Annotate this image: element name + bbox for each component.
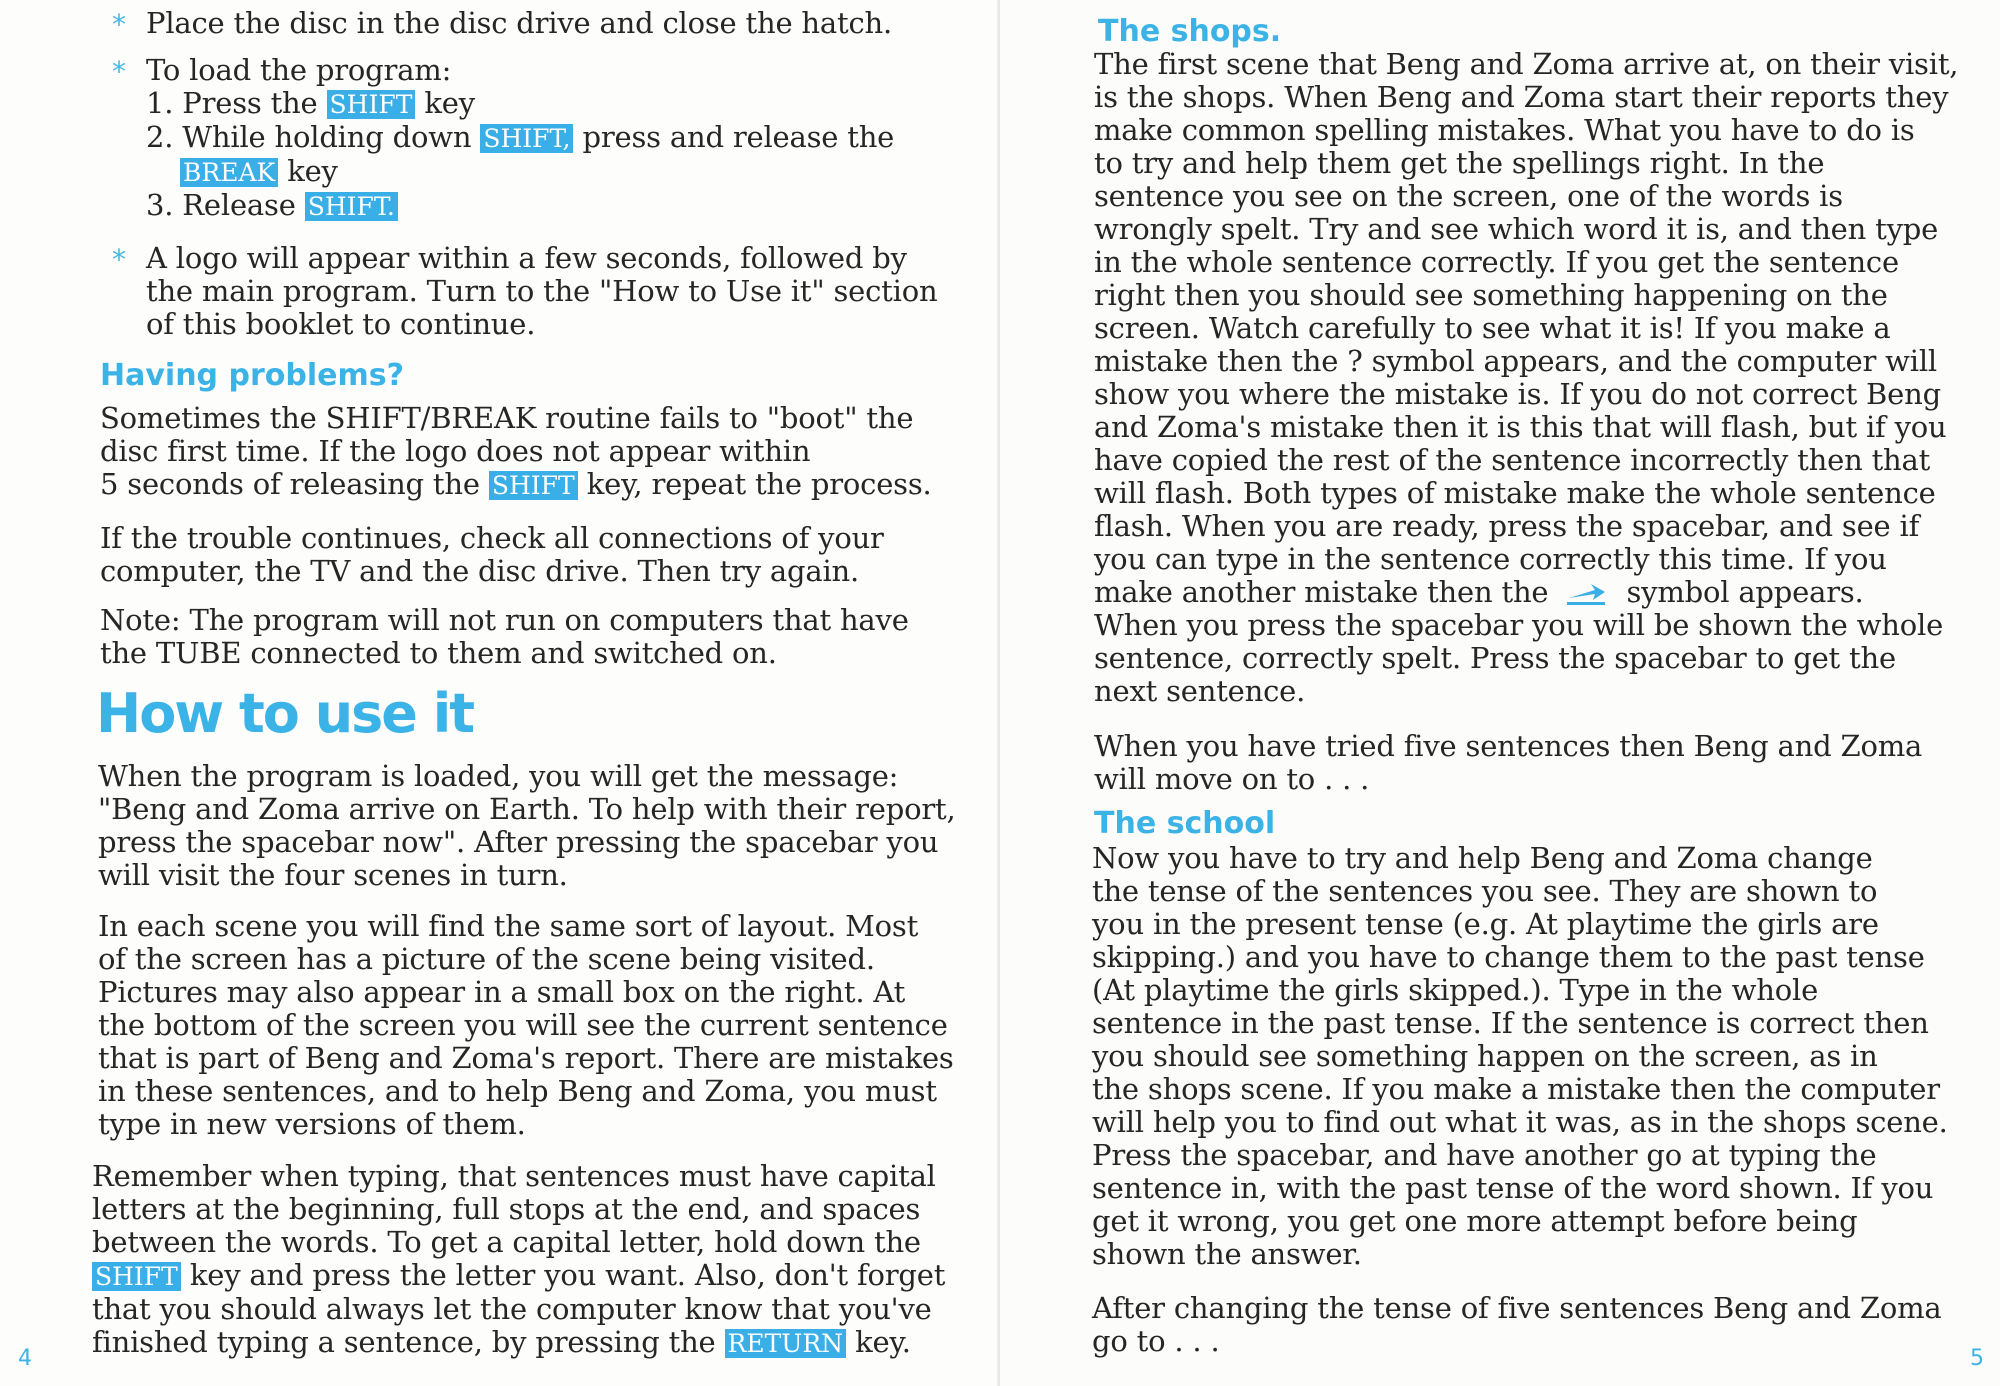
problems-note: Note: The program will not run on computers that have the TUBE connected to them and switched on. <box>100 603 909 670</box>
how-paragraph-2: In each scene you will find the same sort of layout. Most of the screen has a picture of the scene being visited. Pictures may also appear in a small box on the right. At the bottom of the screen you will see the current sentence that is part of Beng and Zoma's report. There are mistakes in these sentences, and to help Beng and Zoma, you must type in new versions of them. <box>98 909 954 1141</box>
text-line: shown the answer. <box>1092 1237 1362 1271</box>
school-heading: The school <box>1094 806 1276 841</box>
text-line: sentence in the past tense. If the sentence is correct then <box>1092 1006 1929 1040</box>
text-line: (At playtime the girls skipped.). Type in the whole <box>1092 973 1819 1007</box>
text-line: get it wrong, you get one more attempt before being <box>1092 1204 1858 1238</box>
bullet-insert-disc: Place the disc in the disc drive and close the hatch. <box>146 6 892 40</box>
right-page <box>1000 0 2000 1386</box>
text-line: will move on to . . . <box>1094 762 1370 796</box>
shops-paragraph-end <box>1094 609 1958 708</box>
text-line: flash. When you are ready, press the spacebar, and see if <box>1094 509 1920 543</box>
text-line: mistake then the ? symbol appears, and the computer will <box>1094 344 1937 378</box>
shops-paragraph-2 <box>1094 730 1922 796</box>
school-paragraph-1 <box>1092 842 1948 1271</box>
text-line: to try and help them get the spellings right. In the <box>1094 146 1825 180</box>
having-problems-heading: Having problems? <box>100 358 404 393</box>
text-line: is the shops. When Beng and Zoma start their reports they <box>1094 80 1949 114</box>
text-line: When you have tried five sentences then Beng and Zoma <box>1094 729 1923 763</box>
text-line: the tense of the sentences you see. They are shown to <box>1092 874 1878 908</box>
text-line: the shops scene. If you make a mistake then the computer <box>1092 1072 1940 1106</box>
shops-paragraph-lines <box>1094 48 1958 576</box>
break-key-label: BREAK <box>180 158 278 187</box>
asterisk-icon: * <box>112 243 126 276</box>
shift-key-label: SHIFT <box>327 90 416 119</box>
how-to-use-heading: How to use it <box>96 682 474 745</box>
text-line: Now you have to try and help Beng and Zoma change <box>1092 841 1873 875</box>
how-paragraph-1: When the program is loaded, you will get the message: "Beng and Zoma arrive on Earth. To help with their report, press the spacebar now". After pressing the spacebar you will visit the four scenes in turn. <box>98 759 956 892</box>
text-line: show you where the mistake is. If you do not correct Beng <box>1094 377 1941 411</box>
text-line: When you press the spacebar you will be shown the whole <box>1094 608 1944 642</box>
text-line: screen. Watch carefully to see what it is! If you make a <box>1094 311 1891 345</box>
shift-key-label: SHIFT. <box>305 192 398 221</box>
text-line: right then you should see something happening on the <box>1094 278 1888 312</box>
text-line: will flash. Both types of mistake make the whole sentence <box>1094 476 1936 510</box>
text-line: wrongly spelt. Try and see which word it is, and then type <box>1094 212 1939 246</box>
step-3: 3. Release SHIFT. <box>146 189 894 223</box>
text-line: will help you to find out what it was, as in the shops scene. <box>1092 1105 1948 1139</box>
step-2-cont: BREAK key <box>146 155 894 189</box>
shift-key-label: SHIFT <box>489 471 578 500</box>
text-line: skipping.) and you have to change them to the past tense <box>1092 940 1925 974</box>
shops-paragraph-1 <box>1094 48 1958 708</box>
text-line: sentence in, with the past tense of the word shown. If you <box>1092 1171 1934 1205</box>
text-line: After changing the tense of five sentences Beng and Zoma <box>1092 1291 1942 1325</box>
text-line: sentence, correctly spelt. Press the spacebar to get the <box>1094 641 1896 675</box>
problems-paragraph-1: Sometimes the SHIFT/BREAK routine fails to "boot" the disc first time. If the logo does not appear within 5 seconds of releasing the SHIFT key, repeat the process. <box>100 401 932 501</box>
page-number-right: 5 <box>1970 1346 1984 1371</box>
bullet-load-program: To load the program: 1. Press the SHIFT key 2. While holding down SHIFT, press and release the BREAK key 3. Release SHIFT. <box>146 53 895 222</box>
problems-paragraph-2: If the trouble continues, check all connections of your computer, the TV and the disc drive. Then try again. <box>100 521 884 588</box>
school-paragraph-2 <box>1092 1292 1942 1358</box>
page-number-left: 4 <box>18 1346 32 1371</box>
text-line: make common spelling mistakes. What you have to do is <box>1094 113 1915 147</box>
shift-key-label: SHIFT <box>92 1262 181 1291</box>
step-2: 2. While holding down SHIFT, press and release the <box>146 120 895 154</box>
text-line: you in the present tense (e.g. At playtime the girls are <box>1092 907 1879 941</box>
asterisk-icon: * <box>112 8 126 41</box>
step-1: 1. Press the SHIFT key <box>146 86 475 120</box>
text-line: you should see something happen on the screen, as in <box>1092 1039 1878 1073</box>
arrow-symbol-icon <box>1565 580 1609 608</box>
text-line: and Zoma's mistake then it is this that will flash, but if you <box>1094 410 1947 444</box>
text-line: have copied the rest of the sentence incorrectly then that <box>1094 443 1931 477</box>
how-paragraph-3: Remember when typing, that sentences must have capital letters at the beginning, full stops at the end, and spaces between the words. To get a capital letter, hold down the SHIFT key and press the letter you want. Also, don't forget that you should always let the computer know that you've finished typing a sentence, by pressing the RETURN key. <box>92 1159 946 1359</box>
mistake-symbol-line: make another mistake then the symbol appears. <box>1094 575 1864 609</box>
asterisk-icon: * <box>112 55 126 88</box>
text-line: The first scene that Beng and Zoma arrive at, on their visit, <box>1094 47 1959 81</box>
bullet-logo: A logo will appear within a few seconds, followed by the main program. Turn to the "How to Use it" section of this booklet to continue. <box>146 241 938 341</box>
shift-key-label: SHIFT, <box>480 124 573 153</box>
text-line: you can type in the sentence correctly this time. If you <box>1094 542 1887 576</box>
text-line: Press the spacebar, and have another go at typing the <box>1092 1138 1877 1172</box>
shops-heading: The shops. <box>1098 14 1282 49</box>
text-line: next sentence. <box>1094 674 1306 708</box>
text-line: go to . . . <box>1092 1324 1220 1358</box>
text-line: sentence you see on the screen, one of the words is <box>1094 179 1843 213</box>
text-line: in the whole sentence correctly. If you get the sentence <box>1094 245 1899 279</box>
return-key-label: RETURN <box>725 1329 847 1358</box>
